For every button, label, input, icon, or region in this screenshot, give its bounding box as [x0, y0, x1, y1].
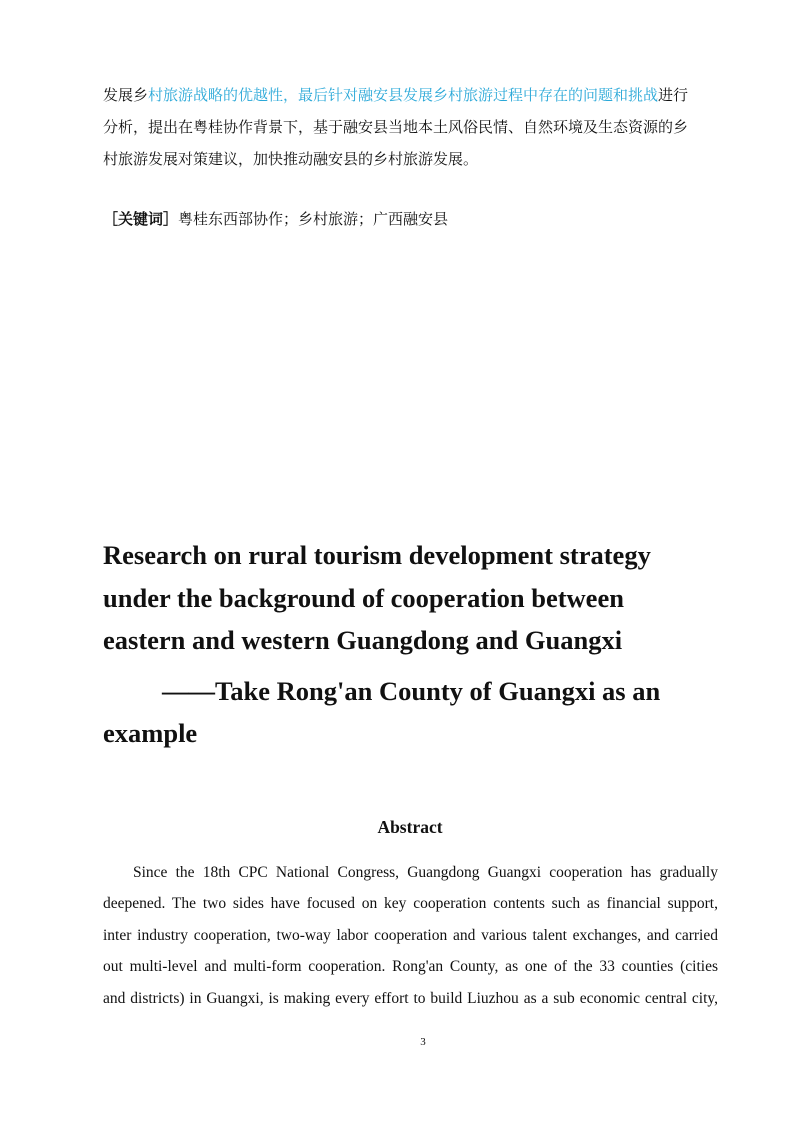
cn-line1-pre: 发展乡 — [103, 86, 149, 104]
keywords-text: 粤桂东西部协作；乡村旅游；广西融安县 — [178, 210, 449, 228]
english-title-line-2: under the background of cooperation between — [103, 583, 624, 613]
abstract-line-3: inter industry cooperation, two-way labor cooperation and various talent exchanges, and carried — [103, 927, 718, 944]
english-title-line-3: eastern and western Guangdong and Guangxi — [103, 625, 623, 655]
english-subtitle-line-2: example — [103, 718, 198, 748]
cn-line1-highlight: 村旅游战略的优越性，最后针对融安县发展乡村旅游过程中存在的问题和挑战 — [148, 86, 659, 104]
chinese-abstract-line-1 — [103, 84, 718, 105]
keywords-label: ［关键词］ — [103, 210, 179, 228]
cn-line1-post: 进行 — [658, 86, 689, 104]
keywords-line — [103, 208, 718, 229]
chinese-abstract-line-2: 分析，提出在粤桂协作背景下，基于融安县当地本土风俗民情、自然环境及生态资源的乡 — [103, 118, 689, 136]
abstract-line-1: Since the 18th CPC National Congress, Guangdong Guangxi cooperation has gradually — [133, 864, 718, 881]
english-title-line-1: Research on rural tourism development strategy — [103, 540, 651, 570]
page-number: 3 — [420, 1036, 426, 1048]
abstract-heading: Abstract — [377, 817, 443, 837]
abstract-line-5: and districts) in Guangxi, is making every effort to build Liuzhou as a sub economic central city, — [103, 990, 718, 1007]
english-subtitle-line-1: ——Take Rong'an County of Guangxi as an — [162, 676, 661, 706]
chinese-abstract-line-3: 村旅游发展对策建议，加快推动融安县的乡村旅游发展。 — [103, 150, 479, 168]
abstract-line-2: deepened. The two sides have focused on key cooperation contents such as financial support, — [103, 895, 718, 912]
abstract-line-4: out multi-level and multi-form cooperation. Rong'an County, as one of the 33 counties (cities — [103, 958, 718, 975]
